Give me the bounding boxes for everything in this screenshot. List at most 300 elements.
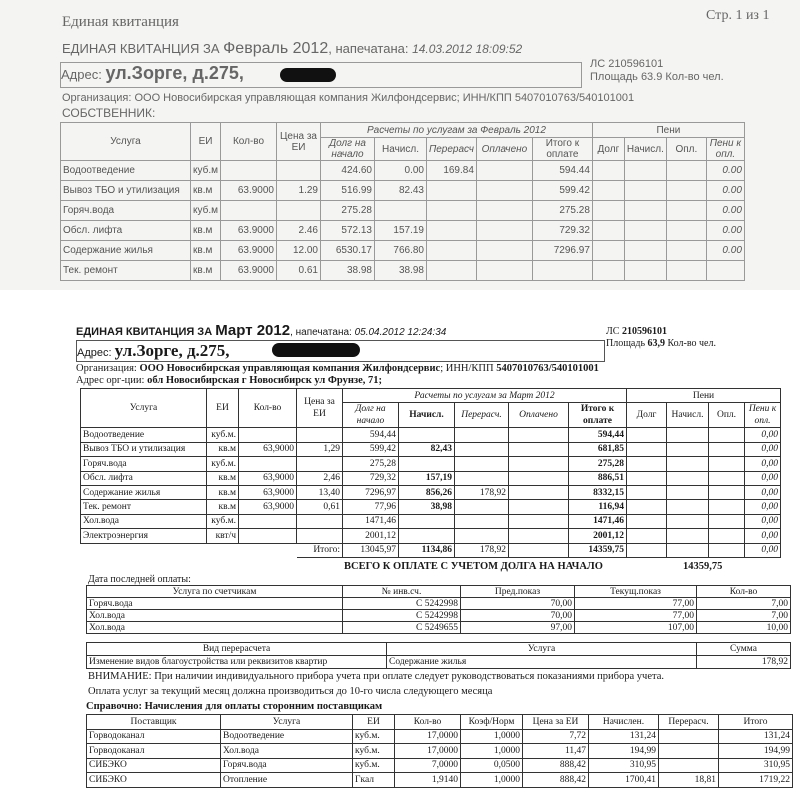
cell-price: 1.29 — [277, 181, 321, 201]
cell-unit: кв.м — [191, 241, 221, 261]
account-number: 210596101 — [621, 326, 667, 337]
cell-total: 594,44 — [569, 428, 627, 442]
cell-peni-debt — [627, 529, 667, 543]
table-row — [61, 161, 745, 181]
meter-qty: 10,00 — [697, 622, 791, 634]
col-charged: Начисл. — [399, 403, 455, 428]
col-peni-charged: Начисл. — [624, 138, 666, 161]
ext-price: 7,72 — [523, 729, 589, 744]
cell-service: Хол.вода — [81, 514, 207, 528]
cell-peni-charged — [624, 261, 666, 281]
cell-charged: 0.00 — [375, 161, 427, 181]
cell-debt: 1471,46 — [343, 514, 399, 528]
totals-row — [81, 543, 781, 557]
cell-debt: 424.60 — [321, 161, 375, 181]
supplier-row — [87, 758, 793, 773]
grand-total-value: 14359,75 — [683, 561, 723, 572]
attention-note: ВНИМАНИЕ: При наличии индивидуального прибора учета при оплате следует руководствоваться показаниями прибора учета. — [88, 671, 664, 682]
february-receipt-sheet — [0, 0, 800, 290]
col-peni-total: Пени к опл. — [745, 403, 781, 428]
cell-debt: 2001,12 — [343, 529, 399, 543]
totals-recalc: 178,92 — [455, 543, 509, 557]
table-row — [81, 442, 781, 456]
col-total: Итого к оплате — [532, 138, 592, 161]
ext-charged: 1700,41 — [589, 773, 659, 788]
cell-price — [297, 457, 343, 471]
ext-col-service: Услуга — [221, 715, 353, 730]
address-label: Адрес: — [77, 347, 112, 359]
cell-total: 729.32 — [532, 221, 592, 241]
ext-service: Хол.вода — [221, 744, 353, 759]
ext-recalc: 18,81 — [659, 773, 719, 788]
cell-qty — [239, 529, 297, 543]
recalc-table — [86, 642, 791, 669]
attention-deadline: Оплата услуг за текущий месяц должна производиться до 10-го числа следующего месяца — [88, 686, 493, 697]
totals-peni: 0,00 — [745, 543, 781, 557]
cell-recalc: 169.84 — [427, 161, 477, 181]
totals-total: 14359,75 — [569, 543, 627, 557]
recalc-service: Содержание жилья — [387, 656, 697, 669]
cell-peni-charged — [624, 241, 666, 261]
cell-paid — [476, 181, 532, 201]
table-row — [81, 514, 781, 528]
cell-debt: 38.98 — [321, 261, 375, 281]
col-qty: Кол-во — [239, 389, 297, 428]
meter-rows — [87, 598, 791, 634]
cell-price: 1,29 — [297, 442, 343, 456]
cell-recalc — [427, 181, 477, 201]
cell-unit: куб.м. — [207, 428, 239, 442]
account-label: ЛС — [606, 326, 622, 337]
cell-total: 886,51 — [569, 471, 627, 485]
february-rows — [61, 161, 745, 281]
recalc-sum: 178,92 — [697, 656, 791, 669]
cell-peni-paid — [666, 161, 706, 181]
cell-paid — [509, 457, 569, 471]
cell-qty — [221, 161, 277, 181]
table-row — [61, 181, 745, 201]
col-calc-group: Расчеты по услугам за Март 2012 — [343, 389, 627, 403]
cell-service: Вывоз ТБО и утилизация — [81, 442, 207, 456]
cell-peni-total — [706, 261, 744, 281]
cell-peni-charged — [667, 471, 709, 485]
cell-service: Обсл. лифта — [61, 221, 191, 241]
organization-address — [76, 375, 382, 386]
col-peni-paid: Опл. — [709, 403, 745, 428]
cell-charged: 38.98 — [375, 261, 427, 281]
ext-charged: 310,95 — [589, 758, 659, 773]
cell-peni-paid — [709, 485, 745, 499]
address-label: Адрес: — [61, 67, 102, 82]
title-prefix: ЕДИНАЯ КВИТАНЦИЯ ЗА — [62, 41, 224, 56]
cell-peni-paid — [709, 428, 745, 442]
recalc-col-type: Вид перерасчета — [87, 643, 387, 656]
cell-price: 2,46 — [297, 471, 343, 485]
cell-qty: 63,9000 — [239, 442, 297, 456]
ext-price: 11,47 — [523, 744, 589, 759]
cell-peni-debt — [627, 442, 667, 456]
cell-debt: 77,96 — [343, 500, 399, 514]
cell-charged: 856,26 — [399, 485, 455, 499]
table-row — [61, 241, 745, 261]
ext-col-coef: Коэф/Норм — [461, 715, 523, 730]
ext-total: 194,99 — [719, 744, 793, 759]
ext-coef: 0,0500 — [461, 758, 523, 773]
ext-qty: 17,0000 — [395, 744, 461, 759]
inn-value: 5407010763/540101001 — [496, 363, 599, 374]
cell-peni-paid — [709, 529, 745, 543]
totals-label: Итого: — [297, 543, 343, 557]
receipt-title — [76, 322, 446, 339]
ext-recalc — [659, 758, 719, 773]
recalc-col-sum: Сумма — [697, 643, 791, 656]
col-paid: Оплачено — [476, 138, 532, 161]
cell-total: 594.44 — [532, 161, 592, 181]
cell-price — [277, 161, 321, 181]
ext-col-charged: Начислен. — [589, 715, 659, 730]
meter-qty: 7,00 — [697, 610, 791, 622]
cell-peni-total: 0.00 — [706, 201, 744, 221]
cell-peni-paid — [666, 241, 706, 261]
recalc-type: Изменение видов благоустройства или реквизитов квартир — [87, 656, 387, 669]
cell-service: Содержание жилья — [81, 485, 207, 499]
sheet-header: Единая квитанция — [62, 14, 179, 30]
cell-total: 681,85 — [569, 442, 627, 456]
cell-qty — [239, 457, 297, 471]
cell-qty: 63.9000 — [221, 261, 277, 281]
cell-peni-charged — [667, 428, 709, 442]
cell-peni-debt — [627, 500, 667, 514]
cell-peni-charged — [667, 442, 709, 456]
cell-unit: кв.м — [191, 181, 221, 201]
area-value: 63,9 — [647, 338, 665, 349]
meter-service: Хол.вода — [87, 610, 343, 622]
ext-recalc — [659, 729, 719, 744]
ext-price: 888,42 — [523, 773, 589, 788]
cell-service: Горяч.вода — [61, 201, 191, 221]
cell-unit: кв.м — [207, 471, 239, 485]
cell-charged: 766.80 — [375, 241, 427, 261]
cell-unit: куб.м — [191, 161, 221, 181]
cell-peni-total: 0.00 — [706, 221, 744, 241]
cell-peni-total: 0,00 — [745, 471, 781, 485]
cell-peni-paid — [666, 261, 706, 281]
cell-price — [297, 514, 343, 528]
org-address-label: Адрес орг-ции: — [76, 375, 148, 386]
ext-supplier: Горводоканал — [87, 729, 221, 744]
meters-col-qty: Кол-во — [697, 586, 791, 598]
table-row — [61, 221, 745, 241]
cell-service: Обсл. лифта — [81, 471, 207, 485]
cell-debt: 7296,97 — [343, 485, 399, 499]
meters-col-service: Услуга по счетчикам — [87, 586, 343, 598]
col-peni-group: Пени — [627, 389, 781, 403]
meter-service: Горяч.вода — [87, 598, 343, 610]
cell-charged: 157.19 — [375, 221, 427, 241]
meter-cur: 107,00 — [575, 622, 697, 634]
receipt-title — [62, 40, 522, 58]
cell-qty: 63,9000 — [239, 500, 297, 514]
external-suppliers-table — [86, 714, 793, 788]
col-unit: ЕИ — [207, 389, 239, 428]
meter-inv: С 5242998 — [343, 610, 461, 622]
area-info: Площадь 63.9 Кол-во чел. — [590, 71, 724, 83]
table-row — [81, 457, 781, 471]
cell-total: 8332,15 — [569, 485, 627, 499]
ext-charged: 194,99 — [589, 744, 659, 759]
cell-service: Электроэнергия — [81, 529, 207, 543]
ext-total: 131,24 — [719, 729, 793, 744]
cell-paid — [509, 500, 569, 514]
totals-debt: 13045,97 — [343, 543, 399, 557]
cell-peni-debt — [627, 428, 667, 442]
cell-recalc — [427, 261, 477, 281]
ext-unit: Гкал — [353, 773, 395, 788]
cell-unit: квт/ч — [207, 529, 239, 543]
external-rows — [87, 729, 793, 787]
cell-recalc — [455, 428, 509, 442]
printed-at: 05.04.2012 12:24:34 — [354, 327, 447, 338]
cell-peni-total: 0,00 — [745, 442, 781, 456]
cell-total: 599.42 — [532, 181, 592, 201]
cell-peni-debt — [592, 261, 624, 281]
cell-paid — [509, 514, 569, 528]
page-number: Стр. 1 из 1 — [706, 8, 770, 23]
redaction-mark — [280, 68, 336, 82]
cell-price — [297, 529, 343, 543]
cell-unit: кв.м — [191, 261, 221, 281]
title-month: Март 2012 — [215, 322, 291, 339]
ext-qty: 1,9140 — [395, 773, 461, 788]
cell-service: Содержание жилья — [61, 241, 191, 261]
cell-unit: кв.м — [207, 500, 239, 514]
cell-paid — [509, 471, 569, 485]
cell-peni-debt — [627, 485, 667, 499]
cell-service: Водоотведение — [81, 428, 207, 442]
col-peni-total: Пени к опл. — [706, 138, 744, 161]
cell-charged: 82,43 — [399, 442, 455, 456]
cell-peni-charged — [667, 514, 709, 528]
col-recalc: Перерасч — [427, 138, 477, 161]
col-charged: Начисл. — [375, 138, 427, 161]
meter-row — [87, 598, 791, 610]
march-services-table — [80, 388, 781, 558]
cell-total — [532, 261, 592, 281]
col-paid: Оплачено — [509, 403, 569, 428]
col-debt: Долг на начало — [343, 403, 399, 428]
owner-label: СОБСТВЕННИК: — [62, 106, 156, 120]
col-service: Услуга — [61, 123, 191, 161]
cell-unit: кв.м — [191, 221, 221, 241]
col-peni-charged: Начисл. — [667, 403, 709, 428]
col-peni-debt: Долг — [592, 138, 624, 161]
cell-peni-paid — [709, 514, 745, 528]
organization-label: Организация: — [76, 363, 140, 374]
ext-total: 1719,22 — [719, 773, 793, 788]
cell-price — [277, 201, 321, 221]
cell-paid — [476, 241, 532, 261]
cell-peni-debt — [592, 161, 624, 181]
cell-peni-debt — [627, 514, 667, 528]
meter-cur: 77,00 — [575, 598, 697, 610]
ext-supplier: СИБЭКО — [87, 758, 221, 773]
col-debt: Долг на начало — [321, 138, 375, 161]
cell-unit: куб.м. — [207, 514, 239, 528]
february-services-table — [60, 122, 745, 281]
cell-recalc — [455, 529, 509, 543]
cell-service: Вывоз ТБО и утилизация — [61, 181, 191, 201]
cell-paid — [509, 442, 569, 456]
cell-peni-debt — [592, 201, 624, 221]
ext-unit: куб.м. — [353, 758, 395, 773]
title-printed: , напечатана: — [328, 41, 413, 56]
cell-peni-paid — [709, 471, 745, 485]
ext-service: Горяч.вода — [221, 758, 353, 773]
cell-charged — [399, 457, 455, 471]
cell-service: Водоотведение — [61, 161, 191, 181]
col-recalc: Перерасч. — [455, 403, 509, 428]
cell-peni-paid — [709, 442, 745, 456]
col-qty: Кол-во — [221, 123, 277, 161]
account-number: ЛС 210596101 — [590, 58, 664, 70]
cell-peni-total: 0,00 — [745, 514, 781, 528]
redaction-mark — [272, 343, 360, 357]
meter-qty: 7,00 — [697, 598, 791, 610]
cell-qty: 63.9000 — [221, 221, 277, 241]
table-row — [81, 485, 781, 499]
cell-recalc — [427, 201, 477, 221]
cell-qty — [221, 201, 277, 221]
cell-peni-total: 0,00 — [745, 485, 781, 499]
cell-recalc — [455, 500, 509, 514]
cell-price: 0,61 — [297, 500, 343, 514]
ext-col-supplier: Поставщик — [87, 715, 221, 730]
col-calc-group: Расчеты по услугам за Февраль 2012 — [321, 123, 593, 138]
cell-peni-charged — [667, 485, 709, 499]
cell-peni-total: 0,00 — [745, 500, 781, 514]
cell-debt: 275.28 — [321, 201, 375, 221]
ext-col-price: Цена за ЕИ — [523, 715, 589, 730]
ext-col-total: Итого — [719, 715, 793, 730]
cell-paid — [509, 428, 569, 442]
cell-recalc — [455, 514, 509, 528]
cell-debt: 516.99 — [321, 181, 375, 201]
inn-label: ; ИНН/КПП — [440, 363, 497, 374]
meters-table — [86, 585, 791, 634]
ext-supplier: Горводоканал — [87, 744, 221, 759]
cell-recalc — [427, 241, 477, 261]
cell-recalc — [455, 457, 509, 471]
cell-price: 13,40 — [297, 485, 343, 499]
ext-service: Водоотведение — [221, 729, 353, 744]
cell-debt: 594,44 — [343, 428, 399, 442]
table-row — [61, 261, 745, 281]
title-prefix: ЕДИНАЯ КВИТАНЦИЯ ЗА — [76, 326, 216, 338]
ext-unit: куб.м. — [353, 729, 395, 744]
address-value: ул.Зорге, д.275, — [114, 341, 230, 360]
cell-peni-total: 0,00 — [745, 529, 781, 543]
cell-debt: 275,28 — [343, 457, 399, 471]
cell-peni-debt — [627, 471, 667, 485]
printed-at: 14.03.2012 18:09:52 — [412, 42, 523, 56]
area-label: Площадь — [606, 338, 648, 349]
ext-total: 310,95 — [719, 758, 793, 773]
title-month: Февраль 2012 — [223, 40, 329, 57]
org-address-value: обл Новосибирская г Новосибирск ул Фрунзе, 71; — [147, 375, 383, 386]
cell-paid — [509, 529, 569, 543]
col-total: Итого к оплате — [569, 403, 627, 428]
col-service: Услуга — [81, 389, 207, 428]
cell-peni-charged — [624, 221, 666, 241]
cell-qty: 63,9000 — [239, 471, 297, 485]
table-row — [81, 529, 781, 543]
col-peni-paid: Опл. — [666, 138, 706, 161]
cell-unit: куб.м. — [207, 457, 239, 471]
ext-col-unit: ЕИ — [353, 715, 395, 730]
cell-charged — [399, 428, 455, 442]
cell-qty: 63.9000 — [221, 241, 277, 261]
meter-service: Хол.вода — [87, 622, 343, 634]
cell-charged: 38,98 — [399, 500, 455, 514]
table-row — [81, 471, 781, 485]
cell-peni-paid — [709, 500, 745, 514]
cell-peni-paid — [666, 221, 706, 241]
cell-peni-charged — [624, 201, 666, 221]
ext-recalc — [659, 744, 719, 759]
cell-total: 116,94 — [569, 500, 627, 514]
meters-col-prev: Пред.показ — [461, 586, 575, 598]
cell-debt: 729,32 — [343, 471, 399, 485]
cell-paid — [476, 201, 532, 221]
ext-service: Отопление — [221, 773, 353, 788]
table-row — [81, 500, 781, 514]
cell-peni-charged — [667, 500, 709, 514]
col-price: Цена за ЕИ — [277, 123, 321, 161]
ext-charged: 131,24 — [589, 729, 659, 744]
cell-debt: 572.13 — [321, 221, 375, 241]
march-receipt-sheet — [0, 290, 800, 800]
ext-col-recalc: Перерасч. — [659, 715, 719, 730]
meters-col-cur: Текущ.показ — [575, 586, 697, 598]
col-unit: ЕИ — [191, 123, 221, 161]
cell-peni-charged — [624, 181, 666, 201]
cell-peni-total: 0,00 — [745, 428, 781, 442]
cell-peni-paid — [666, 201, 706, 221]
ext-supplier: СИБЭКО — [87, 773, 221, 788]
meter-prev: 70,00 — [461, 598, 575, 610]
cell-service: Горяч.вода — [81, 457, 207, 471]
account-info — [606, 326, 716, 350]
cell-charged: 82.43 — [375, 181, 427, 201]
cell-recalc: 178,92 — [455, 485, 509, 499]
people-label: Кол-во чел. — [665, 338, 716, 349]
ext-coef: 1,0000 — [461, 773, 523, 788]
cell-charged — [399, 514, 455, 528]
organization — [76, 363, 599, 374]
cell-total: 2001,12 — [569, 529, 627, 543]
col-peni-group: Пени — [592, 123, 744, 138]
cell-charged — [375, 201, 427, 221]
meter-prev: 70,00 — [461, 610, 575, 622]
cell-peni-debt — [592, 181, 624, 201]
cell-recalc — [455, 442, 509, 456]
cell-paid — [476, 221, 532, 241]
meter-row — [87, 610, 791, 622]
cell-qty — [239, 428, 297, 442]
cell-peni-total: 0,00 — [745, 457, 781, 471]
cell-price: 2.46 — [277, 221, 321, 241]
ext-col-qty: Кол-во — [395, 715, 461, 730]
